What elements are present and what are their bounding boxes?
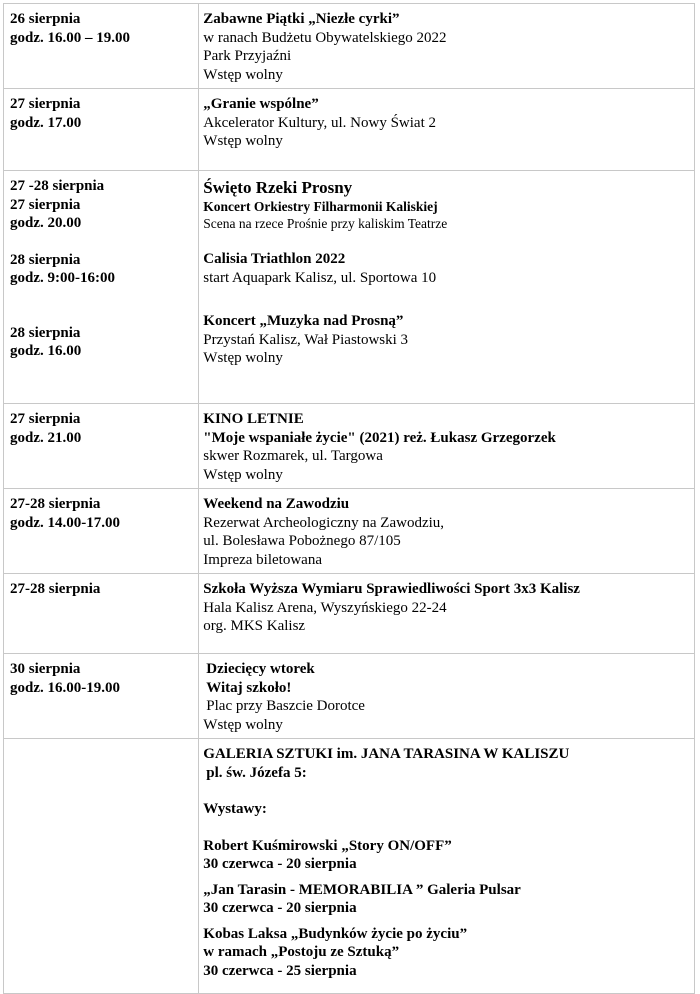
exhibition-dates: 30 czerwca - 25 sierpnia bbox=[203, 962, 357, 979]
date-time: godz. 9:00-16:00 bbox=[10, 270, 115, 286]
event-date bbox=[4, 489, 199, 574]
event-location: Hala Kalisz Arena, Wyszyńskiego 22-24 bbox=[203, 599, 447, 616]
date-day: 28 sierpnia bbox=[10, 324, 81, 341]
gallery-address: pl. św. Józefa 5: bbox=[206, 764, 307, 781]
event-entry: Wstęp wolny bbox=[203, 350, 283, 366]
date-range: 27 -28 sierpnia bbox=[10, 178, 105, 194]
gallery-details bbox=[199, 739, 695, 994]
event-details bbox=[199, 4, 695, 89]
event-details bbox=[199, 171, 695, 404]
event-entry: Wstęp wolny bbox=[203, 466, 283, 483]
event-organizer: org. MKS Kalisz bbox=[203, 618, 306, 634]
event-date bbox=[4, 654, 199, 739]
event-title: „Granie wspólne” bbox=[203, 96, 319, 112]
date-time: godz. 16.00 bbox=[10, 343, 82, 359]
event-entry: Wstęp wolny bbox=[203, 66, 283, 83]
event-location: Akcelerator Kultury, ul. Nowy Świat 2 bbox=[203, 114, 437, 131]
event-address: ul. Bolesława Pobożnego 87/105 bbox=[203, 533, 401, 549]
exhibition-dates: 30 czerwca - 20 sierpnia bbox=[203, 900, 357, 916]
event-location: skwer Rozmarek, ul. Targowa bbox=[203, 448, 383, 464]
event-date bbox=[4, 404, 199, 489]
date-day: 26 sierpnia bbox=[10, 11, 81, 27]
table-row bbox=[4, 4, 695, 89]
date-day: 28 sierpnia bbox=[10, 251, 81, 268]
event-details bbox=[199, 489, 695, 574]
date-day: 27 sierpnia bbox=[10, 96, 81, 112]
table-row bbox=[4, 654, 695, 739]
date-day: 30 sierpnia bbox=[10, 661, 81, 677]
event-title: Koncert Orkiestry Filharmonii Kaliskiej bbox=[203, 199, 438, 214]
event-entry: Wstęp wolny bbox=[203, 133, 283, 149]
event-details bbox=[199, 654, 695, 739]
event-subtitle: "Moje wspaniałe życie" (2021) reż. Łukasz Grzegorzek bbox=[203, 429, 556, 446]
date-day: 27 sierpnia bbox=[10, 411, 81, 427]
event-title: Zabawne Piątki „Niezłe cyrki” bbox=[203, 11, 400, 27]
table-row bbox=[4, 489, 695, 574]
event-details bbox=[199, 404, 695, 489]
exhibition-name: „Jan Tarasin - MEMORABILIA ” Galeria Pulsar bbox=[203, 881, 521, 898]
event-location: Przystań Kalisz, Wał Piastowski 3 bbox=[203, 331, 409, 348]
table-row bbox=[4, 739, 695, 994]
event-info: w ranach Budżetu Obywatelskiego 2022 bbox=[203, 29, 447, 46]
event-date bbox=[4, 89, 199, 171]
event-location: start Aquapark Kalisz, ul. Sportowa 10 bbox=[203, 269, 437, 286]
event-details bbox=[199, 89, 695, 171]
table-row bbox=[4, 171, 695, 404]
event-title: Koncert „Muzyka nad Prosną” bbox=[203, 313, 404, 329]
event-location: Park Przyjaźni bbox=[203, 48, 292, 64]
table-row bbox=[4, 404, 695, 489]
event-title: Weekend na Zawodziu bbox=[203, 496, 350, 512]
event-entry: Wstęp wolny bbox=[203, 716, 283, 733]
date-time: godz. 20.00 bbox=[10, 215, 82, 231]
event-date bbox=[4, 171, 199, 404]
date-time: godz. 17.00 bbox=[10, 114, 82, 131]
event-subtitle: Witaj szkoło! bbox=[206, 679, 292, 696]
event-location: Rezerwat Archeologiczny na Zawodziu, bbox=[203, 514, 445, 531]
event-date bbox=[4, 4, 199, 89]
events-table bbox=[3, 3, 695, 994]
exhibition-name: Kobas Laksa „Budynków życie po życiu” bbox=[203, 925, 468, 942]
date-day: 27-28 sierpnia bbox=[10, 581, 101, 597]
table-row bbox=[4, 574, 695, 654]
date-time: godz. 21.00 bbox=[10, 429, 82, 446]
event-date-empty bbox=[4, 739, 199, 994]
event-title: KINO LETNIE bbox=[203, 411, 304, 427]
date-time: godz. 16.00-19.00 bbox=[10, 679, 120, 696]
date-time: godz. 14.00-17.00 bbox=[10, 514, 120, 531]
festival-title: Święto Rzeki Prosny bbox=[203, 178, 353, 197]
gallery-title: GALERIA SZTUKI im. JANA TARASINA W KALISZU bbox=[203, 746, 570, 762]
event-date bbox=[4, 574, 199, 654]
date-time: godz. 16.00 – 19.00 bbox=[10, 29, 130, 46]
event-title: Calisia Triathlon 2022 bbox=[203, 251, 346, 267]
event-location: Plac przy Baszcie Dorotce bbox=[206, 698, 365, 714]
events-schedule bbox=[3, 3, 695, 994]
exhibitions-label: Wystawy: bbox=[203, 801, 267, 817]
table-row bbox=[4, 89, 695, 171]
event-title: Szkoła Wyższa Wymiaru Sprawiedliwości Sport 3x3 Kalisz bbox=[203, 581, 580, 597]
event-details bbox=[199, 574, 695, 654]
event-location: Scena na rzece Prośnie przy kaliskim Teatrze bbox=[203, 216, 448, 231]
event-entry: Impreza biletowana bbox=[203, 551, 322, 568]
date-day: 27-28 sierpnia bbox=[10, 496, 101, 512]
exhibition-name: Robert Kuśmirowski „Story ON/OFF” bbox=[203, 837, 452, 854]
exhibition-dates: 30 czerwca - 20 sierpnia bbox=[203, 856, 357, 872]
date-day: 27 sierpnia bbox=[10, 196, 81, 213]
event-title: Dziecięcy wtorek bbox=[206, 661, 315, 677]
exhibition-subtitle: w ramach „Postoju ze Sztuką” bbox=[203, 944, 400, 960]
